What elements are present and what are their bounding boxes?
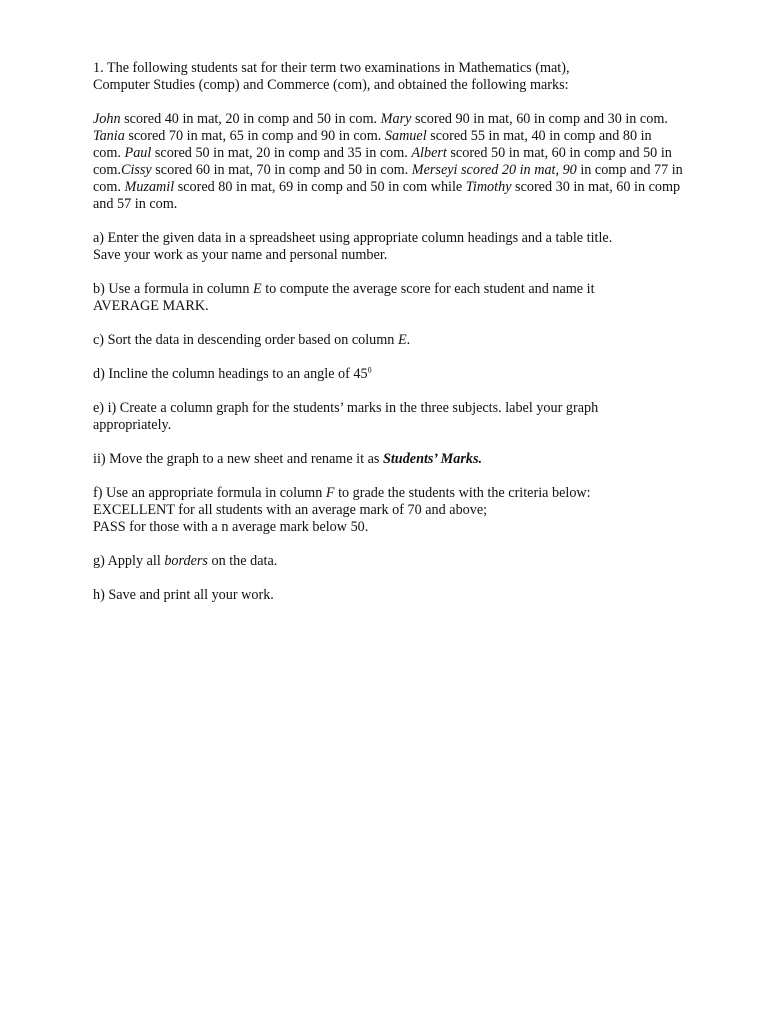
student-marks-mary: scored 90 in mat, 60 in comp and 30 in com. bbox=[411, 111, 668, 127]
student-name-merseyi: Merseyi scored 20 in mat, 90 bbox=[411, 162, 577, 178]
student-name-mary: Mary bbox=[380, 111, 412, 127]
question-b bbox=[93, 281, 683, 315]
question-f-post: to grade the students with the criteria below: bbox=[334, 485, 591, 501]
question-f-pre: f) Use an appropriate formula in column bbox=[93, 485, 326, 501]
student-marks-samuel: scored 55 in mat, 40 in comp and 80 in com. bbox=[93, 128, 652, 161]
question-b-column: E bbox=[252, 281, 262, 297]
marks-paragraph bbox=[93, 111, 683, 213]
question-h-text: h) Save and print all your work. bbox=[93, 587, 274, 603]
student-name-timothy: Timothy bbox=[465, 179, 512, 195]
student-marks-muzamil: scored 80 in mat, 69 in comp and 50 in com while bbox=[174, 179, 466, 195]
question-c-column: E bbox=[397, 332, 407, 348]
student-name-muzamil: Muzamil bbox=[124, 179, 175, 195]
question-d-text: d) Incline the column headings to an angle of 45 bbox=[93, 366, 368, 382]
question-h bbox=[93, 587, 683, 604]
question-b-line-2: AVERAGE MARK. bbox=[93, 298, 209, 314]
student-marks-tania: scored 70 in mat, 65 in comp and 90 in com. bbox=[124, 128, 385, 144]
document-body bbox=[93, 60, 683, 621]
student-marks-john: scored 40 in mat, 20 in comp and 50 in com. bbox=[120, 111, 381, 127]
question-d bbox=[93, 366, 683, 383]
question-e bbox=[93, 400, 683, 434]
student-name-paul: Paul bbox=[124, 145, 152, 161]
student-name-albert: Albert bbox=[411, 145, 447, 161]
student-marks-timothy: scored 30 in mat, 60 in comp and 57 in com. bbox=[93, 179, 681, 212]
student-name-john: John bbox=[93, 111, 121, 127]
question-d-superscript: 0 bbox=[367, 365, 372, 375]
student-marks-merseyi: in comp and 77 in com. bbox=[93, 162, 683, 195]
question-c bbox=[93, 332, 683, 349]
student-name-tania: Tania bbox=[93, 128, 125, 144]
question-e-ii-pre: ii) Move the graph to a new sheet and rename it as bbox=[93, 451, 383, 467]
question-f bbox=[93, 485, 683, 536]
question-f-column: F bbox=[325, 485, 335, 501]
question-c-post: . bbox=[406, 332, 411, 348]
intro-line-2: Computer Studies (comp) and Commerce (com), and obtained the following marks: bbox=[93, 77, 569, 93]
question-a-line-2: Save your work as your name and personal number. bbox=[93, 247, 388, 263]
student-name-cissy: Cissy bbox=[120, 162, 152, 178]
question-e-ii-sheet-name: Students’ Marks. bbox=[382, 451, 483, 467]
question-g-pre: g) Apply all bbox=[93, 553, 165, 569]
question-c-pre: c) Sort the data in descending order based on column bbox=[93, 332, 398, 348]
question-b-post: to compute the average score for each student and name it bbox=[261, 281, 595, 297]
question-e-ii bbox=[93, 451, 683, 468]
question-g-italic: borders bbox=[164, 553, 208, 569]
question-e-line-1: e) i) Create a column graph for the students’ marks in the three subjects. label your graph bbox=[93, 400, 599, 416]
intro-line-1: 1. The following students sat for their term two examinations in Mathematics (mat), bbox=[93, 60, 570, 76]
question-a bbox=[93, 230, 683, 264]
question-e-line-2: appropriately. bbox=[93, 417, 172, 433]
student-marks-paul: scored 50 in mat, 20 in comp and 35 in com. bbox=[151, 145, 412, 161]
question-b-pre: b) Use a formula in column bbox=[93, 281, 253, 297]
question-g-post: on the data. bbox=[207, 553, 278, 569]
question-f-line-3: PASS for those with a n average mark below 50. bbox=[93, 519, 369, 535]
question-f-line-2: EXCELLENT for all students with an average mark of 70 and above; bbox=[93, 502, 488, 518]
question-g bbox=[93, 553, 683, 570]
student-name-samuel: Samuel bbox=[384, 128, 427, 144]
intro-paragraph bbox=[93, 60, 683, 94]
question-a-line-1: a) Enter the given data in a spreadsheet using appropriate column headings and a table title. bbox=[93, 230, 613, 246]
student-marks-cissy: scored 60 in mat, 70 in comp and 50 in com. bbox=[151, 162, 412, 178]
student-marks-albert: scored 50 in mat, 60 in comp and 50 in com. bbox=[93, 145, 672, 178]
